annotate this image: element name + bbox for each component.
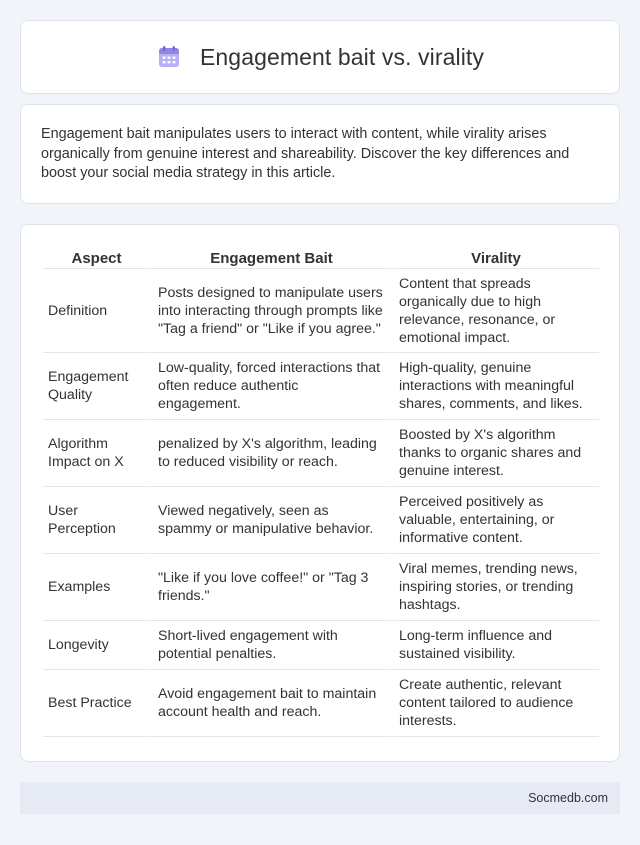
engagement-bait-cell: Short-lived engagement with potential penalties. xyxy=(150,621,391,670)
table-row xyxy=(43,353,599,420)
table-card xyxy=(20,224,620,762)
page-title: Engagement bait vs. virality xyxy=(199,43,485,70)
header-aspect: Aspect xyxy=(43,245,150,269)
table-row xyxy=(43,621,599,670)
virality-cell: High-quality, genuine interactions with meaningful shares, comments, and likes. xyxy=(391,353,599,420)
aspect-cell: Examples xyxy=(43,554,150,621)
virality-cell: Create authentic, relevant content tailored to audience interests. xyxy=(391,670,599,737)
virality-cell: Content that spreads organically due to high relevance, resonance, or emotional impact. xyxy=(391,269,599,353)
aspect-cell: User Perception xyxy=(43,487,150,554)
title-wrap xyxy=(156,44,484,71)
footer xyxy=(20,782,620,814)
engagement-bait-cell: Low-quality, forced interactions that often reduce authentic engagement. xyxy=(150,353,391,420)
table-row xyxy=(43,670,599,737)
intro-text: Engagement bait manipulates users to interact with content, while virality arises organically from genuine interest and shareability. Discover the key differences and boost your social media strategy in this article. xyxy=(41,126,570,181)
aspect-cell: Definition xyxy=(43,269,150,353)
intro-card xyxy=(20,104,620,204)
engagement-bait-cell: Avoid engagement bait to maintain account health and reach. xyxy=(150,670,391,737)
table-row xyxy=(43,269,599,353)
table-row xyxy=(43,420,599,487)
title-card xyxy=(20,20,620,94)
engagement-bait-cell: Posts designed to manipulate users into interacting through prompts like "Tag a friend" or "Like if you agree." xyxy=(150,269,391,353)
calendar-icon xyxy=(156,44,182,70)
table-row xyxy=(43,487,599,554)
engagement-bait-cell: penalized by X's algorithm, leading to reduced visibility or reach. xyxy=(150,420,391,487)
virality-cell: Boosted by X's algorithm thanks to organic shares and genuine interest. xyxy=(391,420,599,487)
virality-cell: Viral memes, trending news, inspiring stories, or trending hashtags. xyxy=(391,554,599,621)
virality-cell: Long-term influence and sustained visibility. xyxy=(391,621,599,670)
header-virality: Virality xyxy=(391,245,599,269)
engagement-bait-cell: Viewed negatively, seen as spammy or manipulative behavior. xyxy=(150,487,391,554)
aspect-cell: Algorithm Impact on X xyxy=(43,420,150,487)
table-header-row xyxy=(43,245,599,269)
virality-cell: Perceived positively as valuable, entertaining, or informative content. xyxy=(391,487,599,554)
footer-source-link[interactable]: Socmedb.com xyxy=(528,791,608,805)
aspect-cell: Longevity xyxy=(43,621,150,670)
header-engagement-bait: Engagement Bait xyxy=(150,245,391,269)
aspect-cell: Engagement Quality xyxy=(43,353,150,420)
table-row xyxy=(43,554,599,621)
comparison-table xyxy=(43,245,599,737)
engagement-bait-cell: "Like if you love coffee!" or "Tag 3 friends." xyxy=(150,554,391,621)
aspect-cell: Best Practice xyxy=(43,670,150,737)
